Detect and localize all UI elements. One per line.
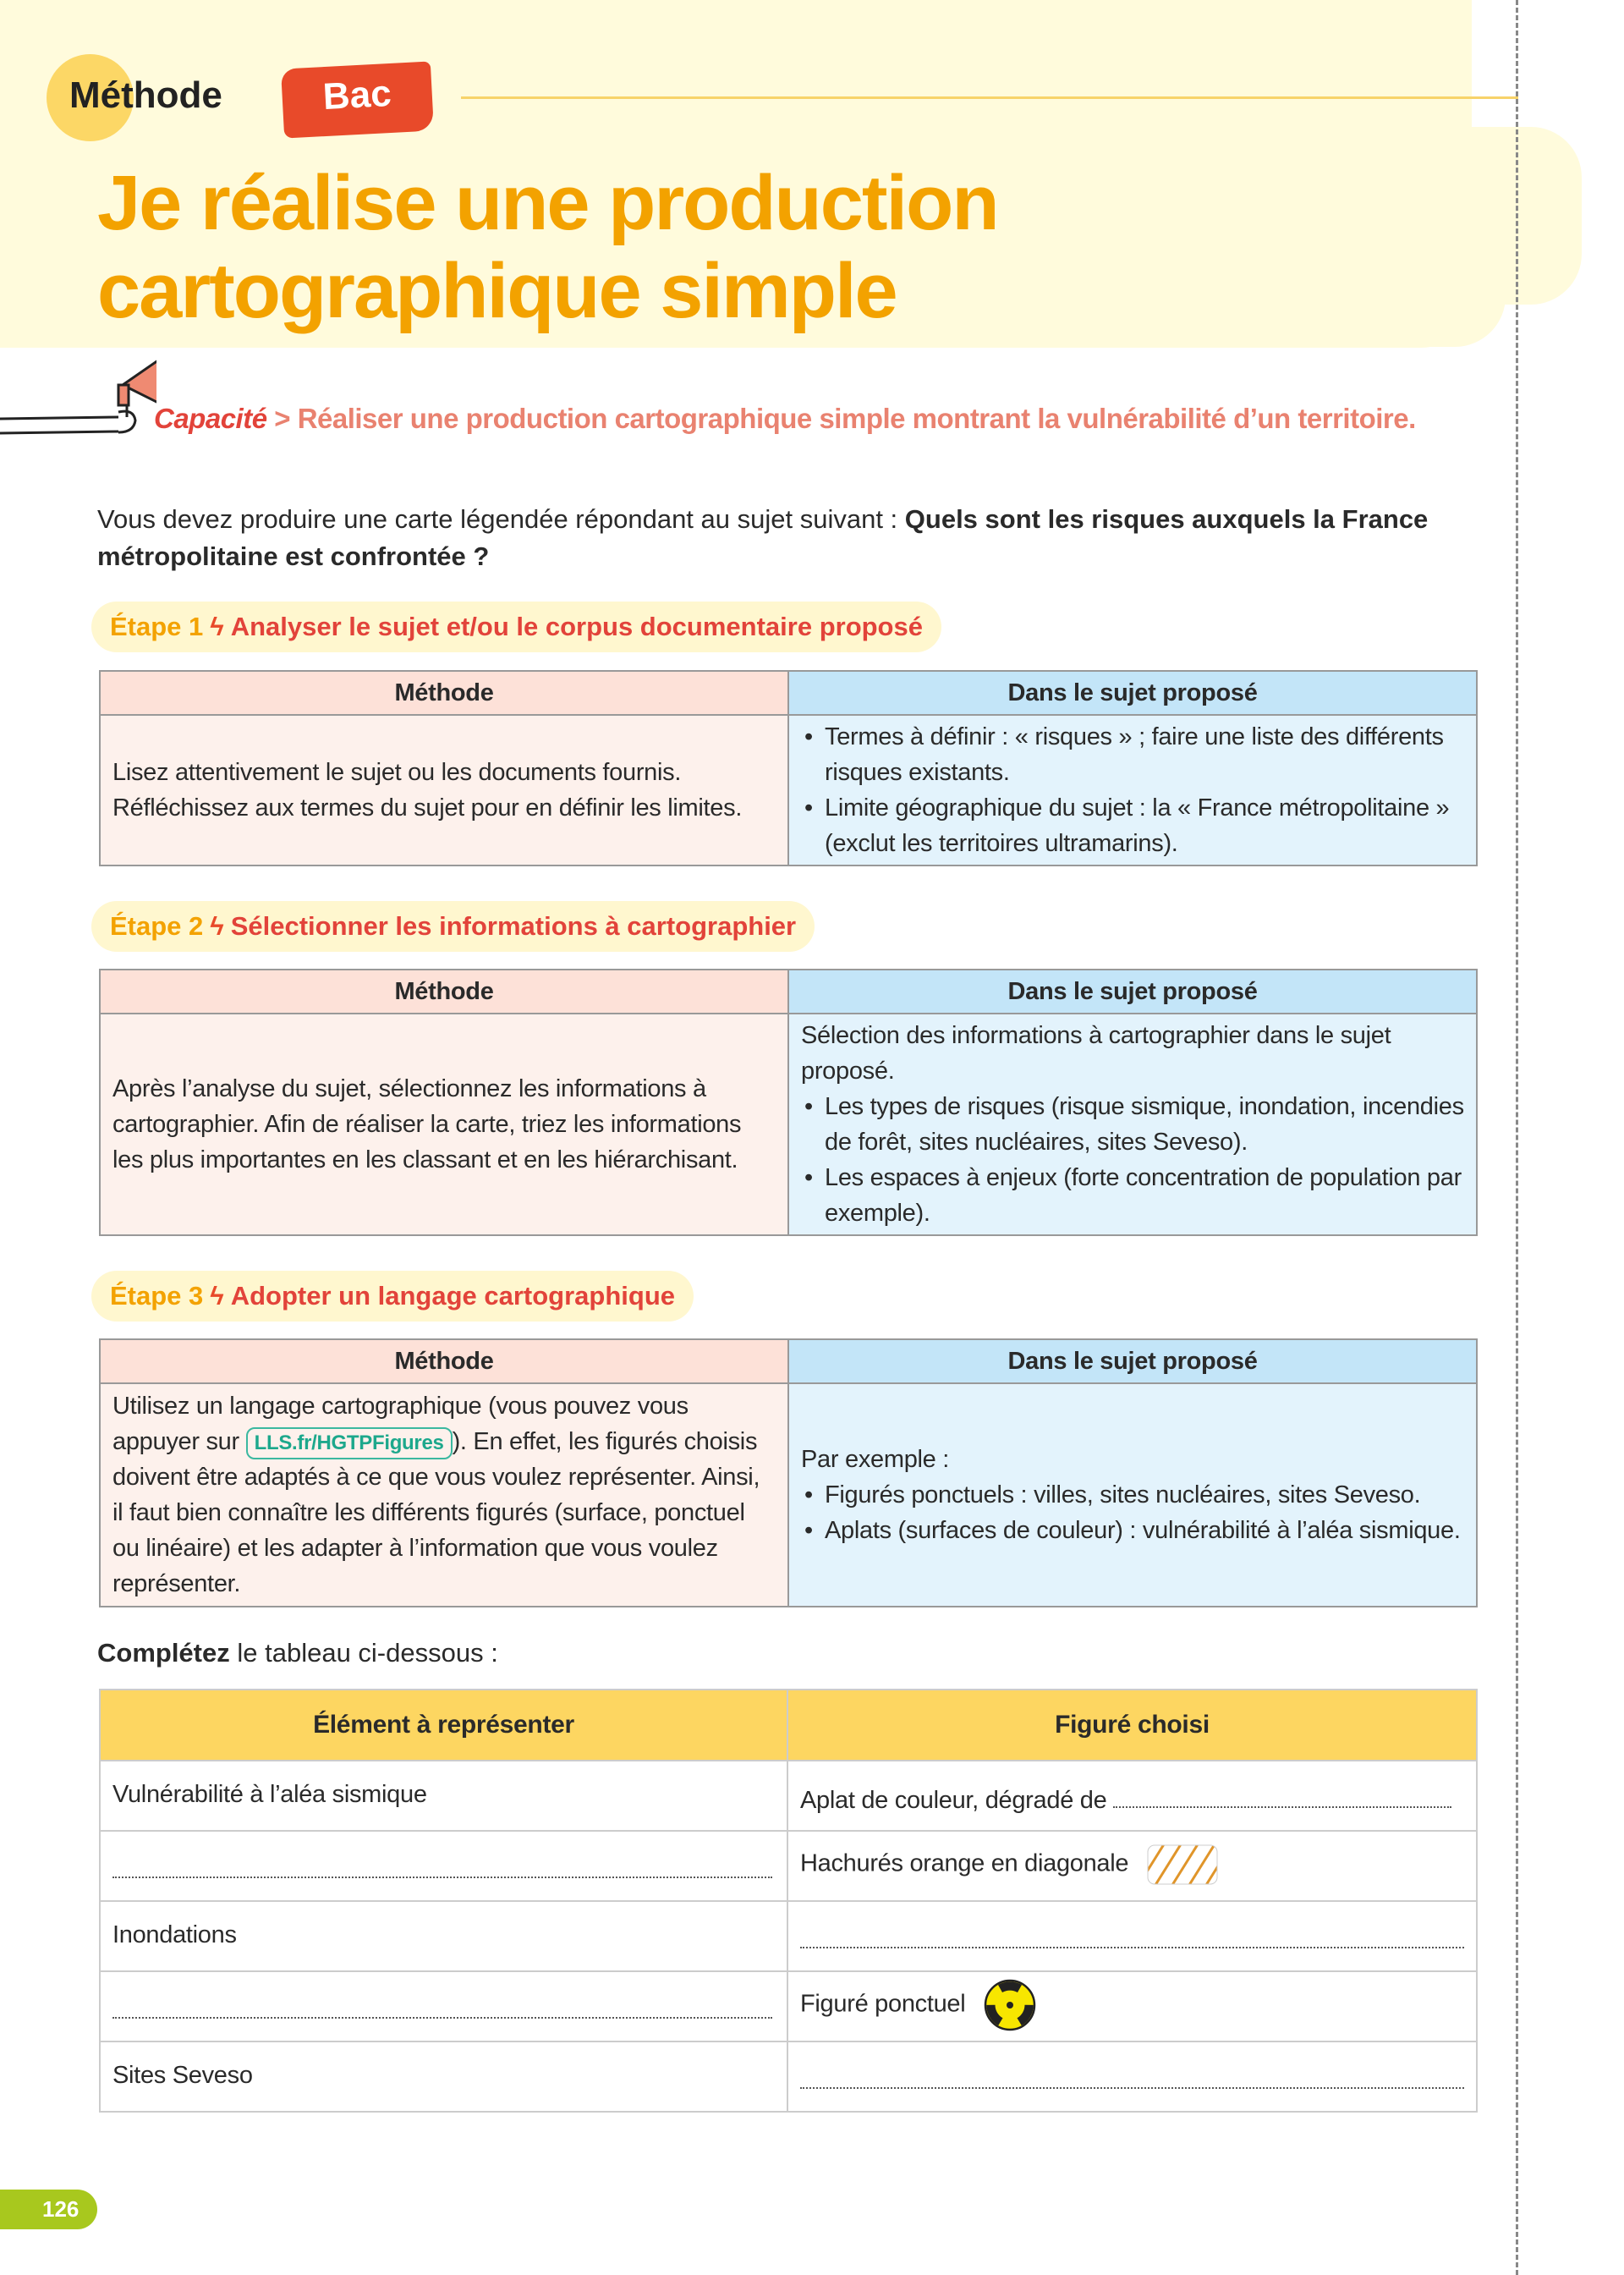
intro-question: Quels sont les risques auxquels la France métropolitaine est confrontée ? (97, 504, 1429, 571)
list-item: • Aplats (surfaces de couleur) : vulnérabilité à l’aléa sismique. (801, 1513, 1464, 1548)
exercise-table (99, 1689, 1478, 2113)
figure-text: Figuré ponctuel (800, 1990, 966, 2018)
orange-hatching-icon (1147, 1844, 1218, 1885)
method-cell: Après l’analyse du sujet, sélectionnez les informations à cartographier. Afin de réaliser la carte, triez les informations les plus importantes en les classant et en les hiérarchisant. (100, 1014, 788, 1235)
answer-blank[interactable] (1113, 1806, 1451, 1808)
table-row (100, 2041, 1477, 2112)
list-item: • Les espaces à enjeux (forte concentration de population par exemple). (801, 1160, 1464, 1231)
bac-badge: Bac (281, 61, 434, 138)
figure-cell[interactable] (787, 2041, 1477, 2112)
answer-blank[interactable] (800, 2087, 1464, 2089)
column-header-method: Méthode (100, 1339, 788, 1383)
page-title (97, 159, 998, 335)
capacity-label: Capacité (154, 403, 267, 434)
step-title: Analyser le sujet et/ou le corpus documentaire proposé (230, 612, 923, 641)
step-number: Étape 3 (110, 1281, 204, 1311)
column-header-element: Élément à représenter (100, 1690, 787, 1761)
column-header-method: Méthode (100, 970, 788, 1014)
element-cell[interactable] (100, 1831, 787, 1901)
title-line-2: cartographique simple (97, 248, 897, 334)
exercise-instruction (97, 1638, 498, 1668)
capacity-text: Réaliser une production cartographique simple montrant la vulnérabilité d’un territoire. (297, 403, 1416, 434)
column-header-subject: Dans le sujet proposé (788, 671, 1477, 715)
column-header-method: Méthode (100, 671, 788, 715)
subject-cell (788, 1383, 1477, 1607)
figures-link[interactable]: LLS.fr/HGTPFigures (246, 1427, 453, 1459)
method-text: ). En effet, les figurés choisis doivent être adaptés à ce que vous voulez représenter. Ainsi, il faut bien connaître les différents figurés (surface, ponctuel ou linéaire) et les adapter à l’information que vous voulez représenter. (112, 1428, 760, 1597)
step-2-heading (91, 901, 815, 952)
table-row (100, 1901, 1477, 1971)
list-item: • Les types de risques (risque sismique, inondation, incendies de forêt, sites nucléaires, sites Seveso). (801, 1089, 1464, 1160)
radioactive-icon (984, 1979, 1036, 2031)
intro-text (97, 501, 1468, 575)
answer-blank[interactable] (112, 2017, 772, 2019)
element-cell: Sites Seveso (100, 2041, 787, 2112)
step-1-table (99, 670, 1478, 866)
figure-cell[interactable] (787, 1761, 1477, 1831)
step-2-table (99, 969, 1478, 1236)
subject-cell (788, 1014, 1477, 1235)
subject-intro: Sélection des informations à cartographier dans le sujet proposé. (801, 1022, 1391, 1085)
column-header-subject: Dans le sujet proposé (788, 970, 1477, 1014)
header-decoration (1320, 220, 1506, 347)
method-cell (100, 1383, 788, 1607)
method-label: Méthode (69, 74, 222, 116)
page-fold-line (1516, 0, 1518, 2275)
list-item: • Limite géographique du sujet : la « France métropolitaine » (exclut les territoires ultramarins). (801, 790, 1464, 861)
capacity-separator: > (274, 403, 291, 434)
list-item: • Termes à définir : « risques » ; faire une liste des différents risques existants. (801, 719, 1464, 790)
lightning-icon: ϟ (210, 1281, 224, 1311)
element-cell: Inondations (100, 1901, 787, 1971)
element-cell: Vulnérabilité à l’aléa sismique (100, 1761, 787, 1831)
table-row (100, 1971, 1477, 2041)
step-title: Sélectionner les informations à cartographier (230, 911, 797, 941)
subject-cell (788, 715, 1477, 865)
table-row (100, 1761, 1477, 1831)
figure-cell (787, 1831, 1477, 1901)
step-1-heading (91, 602, 941, 652)
list-item: • Figurés ponctuels : villes, sites nucléaires, sites Seveso. (801, 1477, 1464, 1513)
title-line-1: Je réalise une production (97, 160, 998, 246)
subject-intro: Par exemple : (801, 1446, 950, 1473)
answer-blank[interactable] (800, 1947, 1464, 1948)
figure-cell (787, 1971, 1477, 2041)
step-3-heading (91, 1271, 694, 1322)
capacity-line (154, 403, 1416, 435)
page-number: 126 (0, 2190, 97, 2229)
megaphone-icon (0, 351, 156, 436)
method-text: Utilisez un langage cartographique (vous pouvez vous appuyer sur (112, 1393, 689, 1455)
instruction-rest: le tableau ci-dessous : (229, 1638, 498, 1668)
header-divider (461, 96, 1518, 99)
step-3-table (99, 1338, 1478, 1607)
figure-text: Hachurés orange en diagonale (800, 1849, 1129, 1877)
method-cell: Lisez attentivement le sujet ou les documents fournis. Réfléchissez aux termes du sujet pour en définir les limites. (100, 715, 788, 865)
answer-blank[interactable] (112, 1877, 772, 1878)
column-header-figure: Figuré choisi (787, 1690, 1477, 1761)
step-number: Étape 2 (110, 911, 204, 941)
lightning-icon: ϟ (210, 911, 224, 941)
column-header-subject: Dans le sujet proposé (788, 1339, 1477, 1383)
lightning-icon: ϟ (210, 612, 224, 641)
figure-text: Aplat de couleur, dégradé de (800, 1787, 1107, 1814)
figure-cell[interactable] (787, 1901, 1477, 1971)
step-number: Étape 1 (110, 612, 204, 641)
element-cell[interactable] (100, 1971, 787, 2041)
table-row (100, 1831, 1477, 1901)
step-title: Adopter un langage cartographique (230, 1281, 676, 1311)
instruction-bold: Complétez (97, 1638, 230, 1668)
intro-sentence: Vous devez produire une carte légendée répondant au sujet suivant : (97, 504, 905, 534)
